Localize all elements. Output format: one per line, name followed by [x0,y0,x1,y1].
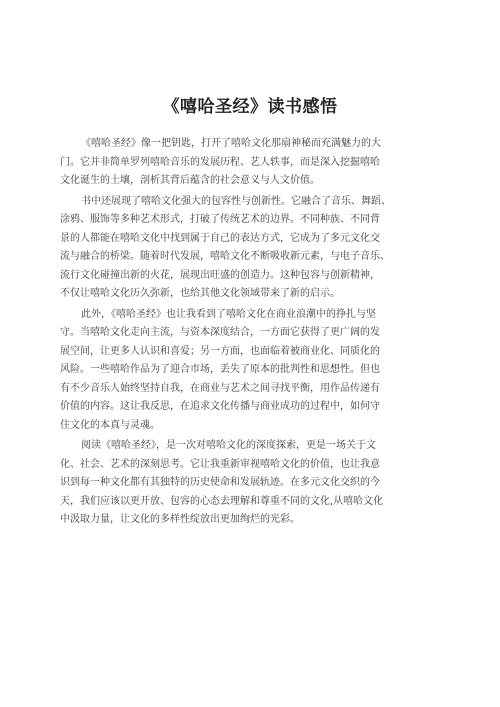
document-title: 《嘻哈圣经》读书感悟 [162,97,338,117]
text-line: 守。当嘻哈文化走向主流，与资本深度结合，一方面它获得了更广阔的发 [60,327,380,338]
text-line: 流行文化碰撞出新的火花，展现出旺盛的创造力。这种包容与创新精神， [60,269,380,281]
text-line: 文化诞生的土壤，剖析其背后蕴含的社会意义与人文价值。 [60,175,320,186]
text-line: 价值的内容。这让我反思，在追求文化传播与商业成功的过程中，如何守 [60,401,380,412]
text-line: 此外，《嘻哈圣经》也让我看到了嘻哈文化在商业浪潮中的挣扎与坚 [81,308,376,320]
document-body [60,135,432,532]
text-line: 流与融合的桥梁。随着时代发展，嘻哈文化不断吸收新元素，与电子音乐、 [60,251,390,262]
text-line: 门。它并非简单罗列嘻哈音乐的发展历程、艺人轶事，而是深入挖掘嘻哈 [60,156,380,168]
text-line: 书中还展现了嘻哈文化强大的包容性与创新性。它融合了音乐、舞蹈、 [81,195,391,207]
paragraph-4 [60,437,432,530]
text-line: 中汲取力量，让文化的多样性绽放出更加绚烂的光彩。 [60,514,300,525]
text-line: 有不少音乐人始终坚持自我，在商业与艺术之间寻找平衡，用作品传递有 [60,382,380,394]
text-line: 风险。一些嘻哈作品为了迎合市场，丢失了原本的批判性和思想性。但也 [60,364,380,375]
paragraph-1 [60,135,432,191]
text-line: 涂鸦、服饰等多种艺术形式，打破了传统艺术的边界。不同种族、不同背 [60,214,380,225]
text-line: 展空间，让更多人认识和喜爱；另一方面，也面临着被商业化、同质化的 [60,345,380,357]
text-line: 《嘻哈圣经》像一把钥匙，打开了嘻哈文化那扇神秘而充满魅力的大 [81,138,381,149]
text-line: 天，我们应该以更开放、包容的心态去理解和尊重不同的文化,从嘻哈文化 [60,495,384,507]
text-line: 不仅让嘻哈文化历久弥新，也给其他文化领域带来了新的启示。 [60,288,340,299]
text-line: 景的人都能在嘻哈文化中找到属于自己的表达方式，它成为了多元文化交 [60,232,380,244]
text-line: 住文化的本真与灵魂。 [60,419,160,431]
paragraph-2 [60,193,432,304]
text-line: 阅读《嘻哈圣经》，是一次对嘻哈文化的深度探索，更是一场关于文 [81,440,376,451]
text-line: 识到每一种文化都有其独特的历史使命和发展轨迹。在多元文化交织的今 [60,477,380,488]
text-line: 化、社会、艺术的深刻思考。它让我重新审视嘻哈文化的价值，也让我意 [60,458,380,470]
paragraph-3 [60,306,432,436]
